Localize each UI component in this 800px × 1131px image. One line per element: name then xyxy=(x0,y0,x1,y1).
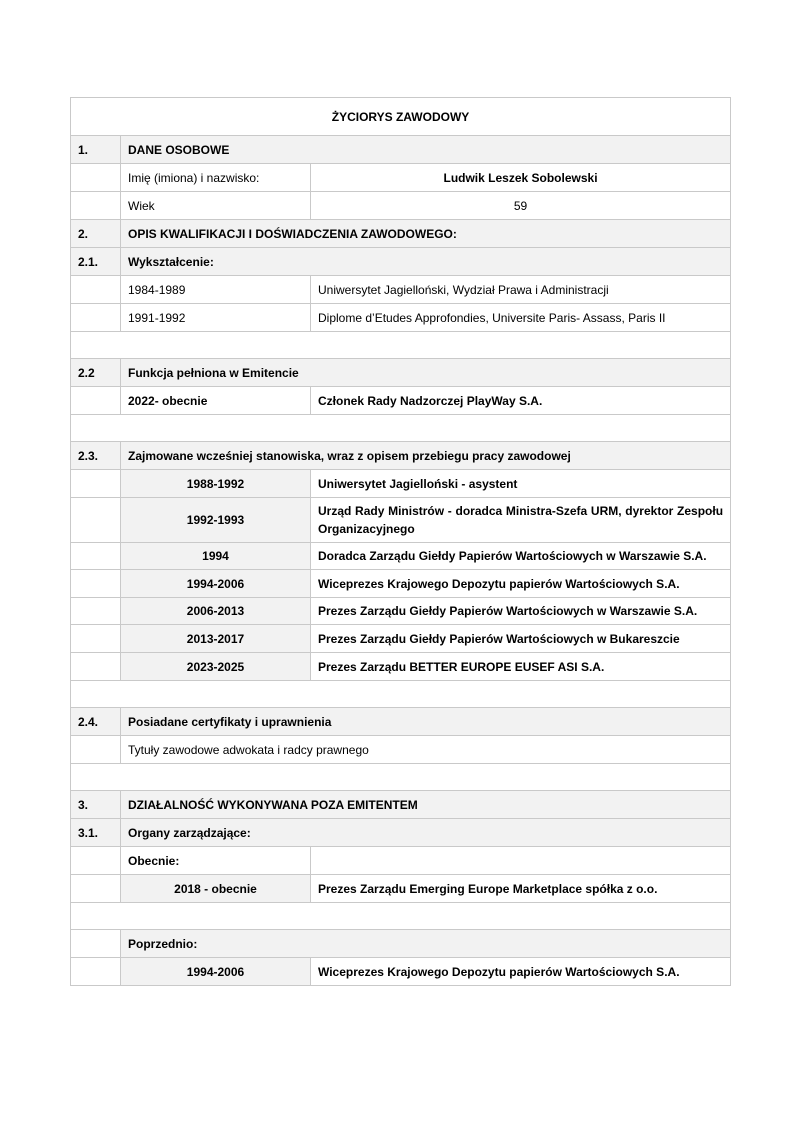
table-row-name xyxy=(71,164,731,192)
empty-cell xyxy=(71,764,731,791)
section-header-row-governing-bodies xyxy=(71,819,731,847)
table-row-position xyxy=(71,653,731,681)
previous-desc: Wiceprezes Krajowego Depozytu papierów Wartościowych S.A. xyxy=(311,958,731,986)
position-desc: Prezes Zarządu BETTER EUROPE EUSEF ASI S.A. xyxy=(311,653,731,681)
empty-cell xyxy=(71,598,121,625)
cv-table xyxy=(70,97,731,986)
education-period: 1984-1989 xyxy=(121,276,311,304)
section-header-row-previous-positions xyxy=(71,442,731,470)
table-row-position xyxy=(71,498,731,543)
section-heading: Wykształcenie: xyxy=(121,248,731,276)
section-header-row-personal xyxy=(71,136,731,164)
table-row-age xyxy=(71,192,731,220)
empty-cell xyxy=(71,875,121,903)
name-value: Ludwik Leszek Sobolewski xyxy=(311,164,731,192)
position-desc: Prezes Zarządu Giełdy Papierów Wartościowych w Warszawie S.A. xyxy=(311,598,731,625)
table-row-education xyxy=(71,304,731,332)
empty-cell xyxy=(71,387,121,415)
section-number: 2.4. xyxy=(71,708,121,736)
current-period: 2018 - obecnie xyxy=(121,875,311,903)
empty-cell xyxy=(71,653,121,681)
section-heading: Organy zarządzające: xyxy=(121,819,731,847)
age-value: 59 xyxy=(311,192,731,220)
table-row-position xyxy=(71,570,731,598)
empty-cell xyxy=(71,958,121,986)
name-label: Imię (imiona) i nazwisko: xyxy=(121,164,311,192)
section-heading: OPIS KWALIFIKACJI I DOŚWIADCZENIA ZAWODOWEGO: xyxy=(121,220,731,248)
function-period: 2022- obecnie xyxy=(121,387,311,415)
section-number: 2.1. xyxy=(71,248,121,276)
table-row-previous-label xyxy=(71,930,731,958)
section-number: 3. xyxy=(71,791,121,819)
section-header-row-external-activity xyxy=(71,791,731,819)
spacer-row xyxy=(71,332,731,359)
section-heading: Funkcja pełniona w Emitencie xyxy=(121,359,731,387)
table-row-position xyxy=(71,470,731,498)
education-desc: Uniwersytet Jagielloński, Wydział Prawa i Administracji xyxy=(311,276,731,304)
position-period: 1994 xyxy=(121,543,311,570)
empty-cell xyxy=(71,681,731,708)
spacer-row xyxy=(71,903,731,930)
section-header-row-issuer-function xyxy=(71,359,731,387)
section-number: 3.1. xyxy=(71,819,121,847)
position-period: 2006-2013 xyxy=(121,598,311,625)
table-row-certificates xyxy=(71,736,731,764)
position-period: 1988-1992 xyxy=(121,470,311,498)
function-desc: Członek Rady Nadzorczej PlayWay S.A. xyxy=(311,387,731,415)
empty-cell xyxy=(71,625,121,653)
empty-cell xyxy=(71,276,121,304)
section-heading: Posiadane certyfikaty i uprawnienia xyxy=(121,708,731,736)
previous-label: Poprzednio: xyxy=(121,930,731,958)
section-heading: Zajmowane wcześniej stanowiska, wraz z opisem przebiegu pracy zawodowej xyxy=(121,442,731,470)
empty-cell xyxy=(71,570,121,598)
section-number: 2.2 xyxy=(71,359,121,387)
empty-cell xyxy=(71,498,121,543)
position-desc: Uniwersytet Jagielloński - asystent xyxy=(311,470,731,498)
section-heading: DANE OSOBOWE xyxy=(121,136,731,164)
current-label: Obecnie: xyxy=(121,847,311,875)
age-label: Wiek xyxy=(121,192,311,220)
table-row-current-label xyxy=(71,847,731,875)
position-desc: Wiceprezes Krajowego Depozytu papierów Wartościowych S.A. xyxy=(311,570,731,598)
section-number: 2. xyxy=(71,220,121,248)
position-period: 2013-2017 xyxy=(121,625,311,653)
current-desc: Prezes Zarządu Emerging Europe Marketplace spółka z o.o. xyxy=(311,875,731,903)
empty-cell xyxy=(71,543,121,570)
position-desc: Urząd Rady Ministrów - doradca Ministra-Szefa URM, dyrektor Zespołu Organizacyjnego xyxy=(311,498,731,543)
table-row-education xyxy=(71,276,731,304)
section-header-row-certificates xyxy=(71,708,731,736)
education-desc: Diplome d’Etudes Approfondies, Universite Paris- Assass, Paris II xyxy=(311,304,731,332)
table-row-issuer-function xyxy=(71,387,731,415)
empty-cell xyxy=(71,164,121,192)
spacer-row xyxy=(71,764,731,791)
empty-cell xyxy=(71,332,731,359)
title-row xyxy=(71,98,731,136)
spacer-row xyxy=(71,415,731,442)
empty-cell xyxy=(71,304,121,332)
document-title: ŻYCIORYS ZAWODOWY xyxy=(71,98,731,136)
certificates-desc: Tytuły zawodowe adwokata i radcy prawnego xyxy=(121,736,731,764)
empty-cell xyxy=(71,930,121,958)
position-desc: Prezes Zarządu Giełdy Papierów Wartościowych w Bukareszcie xyxy=(311,625,731,653)
empty-cell xyxy=(71,415,731,442)
table-row-current-position xyxy=(71,875,731,903)
table-row-position xyxy=(71,625,731,653)
empty-cell xyxy=(71,903,731,930)
section-number: 1. xyxy=(71,136,121,164)
empty-cell xyxy=(311,847,731,875)
empty-cell xyxy=(71,736,121,764)
previous-period: 1994-2006 xyxy=(121,958,311,986)
section-heading: DZIAŁALNOŚĆ WYKONYWANA POZA EMITENTEM xyxy=(121,791,731,819)
position-desc: Doradca Zarządu Giełdy Papierów Wartościowych w Warszawie S.A. xyxy=(311,543,731,570)
table-row-previous-position xyxy=(71,958,731,986)
table-row-position xyxy=(71,543,731,570)
position-period: 2023-2025 xyxy=(121,653,311,681)
table-row-position xyxy=(71,598,731,625)
empty-cell xyxy=(71,192,121,220)
section-number: 2.3. xyxy=(71,442,121,470)
empty-cell xyxy=(71,470,121,498)
position-period: 1994-2006 xyxy=(121,570,311,598)
position-period: 1992-1993 xyxy=(121,498,311,543)
empty-cell xyxy=(71,847,121,875)
section-header-row-education xyxy=(71,248,731,276)
section-header-row-qualifications xyxy=(71,220,731,248)
spacer-row xyxy=(71,681,731,708)
education-period: 1991-1992 xyxy=(121,304,311,332)
